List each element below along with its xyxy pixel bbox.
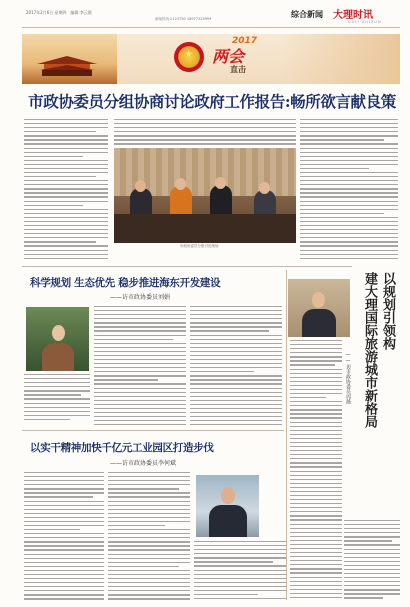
banner-landscape <box>22 34 117 84</box>
main-headline: 市政协委员分组协商讨论政府工作报告:畅所欲言献良策 <box>28 92 396 111</box>
star-icon: ★ <box>184 49 193 60</box>
national-emblem-icon <box>174 42 204 72</box>
section-divider <box>22 266 352 267</box>
paper-sub: DALI SHIXUN <box>348 20 382 24</box>
two-sessions-banner <box>22 34 400 84</box>
photo-caption: 市政协委员分组讨论现场 <box>180 244 219 248</box>
story-3-text-b <box>344 520 400 602</box>
issue-date <box>26 10 92 16</box>
banner-decoration <box>280 34 400 84</box>
story-2-text-c <box>194 541 286 602</box>
story-2-byline: ——访市政协委员李何斌 <box>110 460 177 467</box>
section-divider <box>22 430 284 431</box>
story-2-text-a <box>24 472 104 603</box>
lead-text-left <box>24 119 108 262</box>
story-1-title: 科学规划 生态优先 稳步推进海东开发建设 <box>30 277 221 289</box>
portrait-photo-zhou <box>288 279 350 337</box>
date-line: 2017年2月6日 星期四 <box>26 10 67 15</box>
lead-text-middle <box>114 119 296 148</box>
pagoda-icon <box>32 54 102 76</box>
story-1-byline: ——访市政协委员刘娟 <box>110 294 171 301</box>
story-2-text-b <box>108 472 190 603</box>
banner-title: 两会 <box>212 47 245 66</box>
story-1-text-b <box>94 306 186 428</box>
story-3-text-a <box>290 340 342 601</box>
story-3-byline: ——访市政协委员周薇 <box>345 352 351 404</box>
story-2-title: 以实干精神加快千亿元工业园区打造步伐 <box>30 442 214 454</box>
story-3-title-col2: 建大理国际旅游城市新格局 <box>362 272 377 428</box>
contact-line: 新闻热线:2123750 18977329999 <box>155 17 212 21</box>
lead-text-right <box>300 119 398 262</box>
portrait-photo-li <box>196 475 259 537</box>
portrait-photo-liu <box>26 307 89 371</box>
story-1-text-c <box>190 306 282 428</box>
banner-subtitle: 直击 <box>230 65 246 74</box>
banner-year: 2017 <box>232 36 258 46</box>
meeting-photo <box>114 148 296 243</box>
section-name: 综合新闻 <box>291 10 323 19</box>
story-1-text-a <box>24 374 90 423</box>
editor-line: 编辑:李云霞 <box>70 10 92 15</box>
column-divider <box>286 270 287 600</box>
paper-name: 大理时讯 <box>333 10 373 21</box>
story-3-title-col1: 以规划引领构 <box>380 272 395 350</box>
